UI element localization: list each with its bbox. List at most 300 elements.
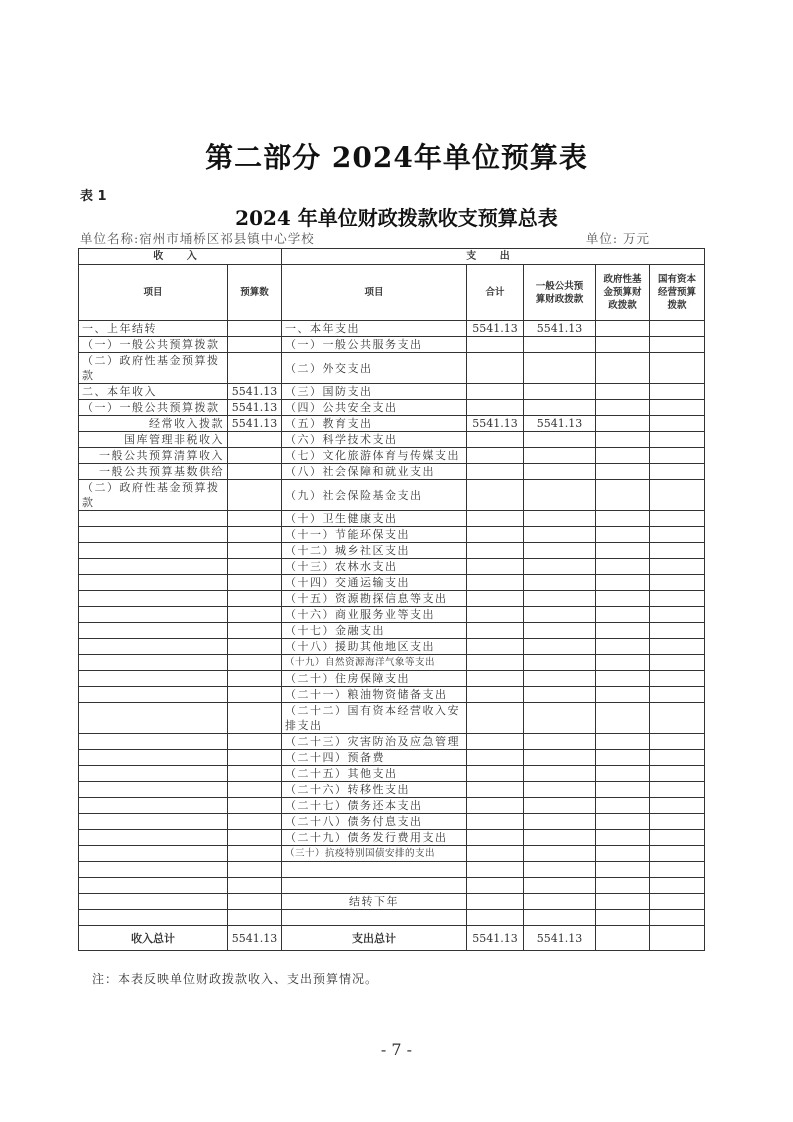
expense-item: （二十二）国有资本经营收入安排支出 (282, 703, 467, 734)
expense-state-capital-amount (650, 926, 705, 951)
income-group-header: 收 入 (79, 249, 282, 265)
income-item (79, 830, 228, 846)
expense-item: 结转下年 (282, 894, 467, 910)
income-item: 经常收入拨款 (79, 416, 228, 432)
general-budget-amount: 5541.13 (524, 321, 596, 337)
state-capital-amount (650, 830, 705, 846)
income-item (79, 687, 228, 703)
table-row (79, 894, 705, 910)
general-budget-amount (524, 782, 596, 798)
expense-item: （二十九）债务发行费用支出 (282, 830, 467, 846)
state-capital-amount (650, 703, 705, 734)
table-row (79, 910, 705, 926)
gov-fund-amount (596, 639, 650, 655)
gov-fund-amount (596, 511, 650, 527)
income-amount (228, 814, 282, 830)
state-capital-amount (650, 321, 705, 337)
gov-fund-amount (596, 591, 650, 607)
table-row (79, 782, 705, 798)
gov-fund-amount (596, 464, 650, 480)
general-budget-amount (524, 575, 596, 591)
income-amount (228, 734, 282, 750)
gov-fund-amount (596, 559, 650, 575)
table-row (79, 321, 705, 337)
income-item (79, 559, 228, 575)
general-budget-amount (524, 353, 596, 384)
unit-name: 单位名称:宿州市埇桥区祁县镇中心学校 (80, 231, 315, 246)
income-amount (228, 591, 282, 607)
expense-gov-fund-amount (596, 926, 650, 951)
general-budget-amount (524, 543, 596, 559)
table-row (79, 591, 705, 607)
expense-total (467, 830, 524, 846)
income-amount (228, 432, 282, 448)
income-amount (228, 830, 282, 846)
state-capital-amount (650, 480, 705, 511)
state-capital-amount (650, 862, 705, 878)
expense-total (467, 527, 524, 543)
income-amount (228, 687, 282, 703)
expense-item: （二十）住房保障支出 (282, 671, 467, 687)
expense-total (467, 878, 524, 894)
general-budget-amount (524, 464, 596, 480)
gov-fund-amount (596, 384, 650, 400)
page-number: - 7 - (380, 1040, 413, 1059)
income-item (79, 750, 228, 766)
gov-fund-amount (596, 575, 650, 591)
income-item (79, 910, 228, 926)
general-budget-amount (524, 432, 596, 448)
general-budget-amount (524, 400, 596, 416)
col-expense-total: 合计 (467, 265, 524, 321)
state-capital-amount (650, 384, 705, 400)
gov-fund-amount (596, 830, 650, 846)
gov-fund-amount (596, 321, 650, 337)
expense-total (467, 687, 524, 703)
expense-total (467, 384, 524, 400)
income-item: （一）一般公共预算拨款 (79, 337, 228, 353)
table-number: 表 1 (80, 189, 107, 204)
general-budget-amount (524, 766, 596, 782)
gov-fund-amount (596, 734, 650, 750)
expense-total (467, 353, 524, 384)
unit-of-measure: 单位: 万元 (585, 231, 650, 246)
income-amount (228, 766, 282, 782)
income-item (79, 766, 228, 782)
expense-item: （十二）城乡社区支出 (282, 543, 467, 559)
income-amount (228, 623, 282, 639)
table-row (79, 750, 705, 766)
table-row (79, 527, 705, 543)
state-capital-amount (650, 353, 705, 384)
gov-fund-amount (596, 846, 650, 862)
income-item (79, 591, 228, 607)
totals-row (79, 926, 705, 951)
gov-fund-amount (596, 527, 650, 543)
table-row (79, 559, 705, 575)
general-budget-amount (524, 623, 596, 639)
table-row (79, 353, 705, 384)
table-row (79, 464, 705, 480)
expense-item: （六）科学技术支出 (282, 432, 467, 448)
state-capital-amount (650, 416, 705, 432)
income-item: 国库管理非税收入 (79, 432, 228, 448)
income-amount (228, 607, 282, 623)
general-budget-amount (524, 384, 596, 400)
gov-fund-amount (596, 798, 650, 814)
state-capital-amount (650, 910, 705, 926)
table-row (79, 543, 705, 559)
income-amount (228, 480, 282, 511)
income-total-amount: 5541.13 (228, 926, 282, 951)
expense-item (282, 878, 467, 894)
income-item (79, 655, 228, 671)
general-budget-amount (524, 480, 596, 511)
state-capital-amount (650, 559, 705, 575)
income-item: 一、上年结转 (79, 321, 228, 337)
expense-item: （一）一般公共服务支出 (282, 337, 467, 353)
table-row (79, 655, 705, 671)
income-amount (228, 782, 282, 798)
expense-item: （八）社会保障和就业支出 (282, 464, 467, 480)
expense-total (467, 639, 524, 655)
expense-total (467, 448, 524, 464)
state-capital-amount (650, 623, 705, 639)
table-row (79, 511, 705, 527)
general-budget-amount (524, 639, 596, 655)
expense-total (467, 798, 524, 814)
income-amount (228, 894, 282, 910)
gov-fund-amount (596, 623, 650, 639)
expense-total-label: 支出总计 (282, 926, 467, 951)
income-amount (228, 527, 282, 543)
expense-item: 一、本年支出 (282, 321, 467, 337)
table-row (79, 798, 705, 814)
expense-item: （二十八）债务付息支出 (282, 814, 467, 830)
income-amount (228, 511, 282, 527)
gov-fund-amount (596, 894, 650, 910)
state-capital-amount (650, 432, 705, 448)
col-income-amount: 预算数 (228, 265, 282, 321)
general-budget-amount (524, 559, 596, 575)
income-amount: 5541.13 (228, 384, 282, 400)
state-capital-amount (650, 337, 705, 353)
gov-fund-amount (596, 416, 650, 432)
expense-item: （二）外交支出 (282, 353, 467, 384)
income-amount (228, 321, 282, 337)
expense-item: （十一）节能环保支出 (282, 527, 467, 543)
group-header-row (79, 249, 705, 265)
income-item: 二、本年收入 (79, 384, 228, 400)
state-capital-amount (650, 607, 705, 623)
expense-item (282, 910, 467, 926)
state-capital-amount (650, 543, 705, 559)
table-body (79, 321, 705, 926)
general-budget-amount (524, 798, 596, 814)
table-row (79, 878, 705, 894)
income-item (79, 671, 228, 687)
table-row (79, 766, 705, 782)
expense-item: （七）文化旅游体育与传媒支出 (282, 448, 467, 464)
gov-fund-amount (596, 607, 650, 623)
table-row (79, 639, 705, 655)
expense-total: 5541.13 (467, 416, 524, 432)
gov-fund-amount (596, 782, 650, 798)
gov-fund-amount (596, 910, 650, 926)
income-amount (228, 862, 282, 878)
gov-fund-amount (596, 543, 650, 559)
general-budget-amount (524, 830, 596, 846)
income-amount (228, 464, 282, 480)
expense-total (467, 766, 524, 782)
table-row (79, 814, 705, 830)
expense-total (467, 607, 524, 623)
income-item: （二）政府性基金预算拨款 (79, 353, 228, 384)
table-row (79, 384, 705, 400)
col-state-capital: 国有资本经营预算拨款 (650, 265, 705, 321)
table-row (79, 862, 705, 878)
income-item (79, 862, 228, 878)
expense-item: （十）卫生健康支出 (282, 511, 467, 527)
income-amount (228, 575, 282, 591)
general-budget-amount: 5541.13 (524, 416, 596, 432)
gov-fund-amount (596, 687, 650, 703)
income-item (79, 734, 228, 750)
expense-total (467, 559, 524, 575)
expense-total (467, 623, 524, 639)
table-row (79, 703, 705, 734)
expense-item: （十三）农林水支出 (282, 559, 467, 575)
general-budget-amount (524, 607, 596, 623)
income-amount (228, 910, 282, 926)
income-item (79, 703, 228, 734)
state-capital-amount (650, 511, 705, 527)
income-amount (228, 798, 282, 814)
general-budget-amount (524, 878, 596, 894)
expense-item: （二十四）预备费 (282, 750, 467, 766)
expense-total (467, 655, 524, 671)
gov-fund-amount (596, 814, 650, 830)
state-capital-amount (650, 846, 705, 862)
income-item (79, 607, 228, 623)
income-item: （二）政府性基金预算拨款 (79, 480, 228, 511)
income-item (79, 814, 228, 830)
expense-item: （二十六）转移性支出 (282, 782, 467, 798)
income-item (79, 846, 228, 862)
state-capital-amount (650, 591, 705, 607)
income-item (79, 623, 228, 639)
income-item (79, 527, 228, 543)
expense-total (467, 464, 524, 480)
expense-total (467, 782, 524, 798)
state-capital-amount (650, 750, 705, 766)
col-general-budget: 一般公共预算财政拨款 (524, 265, 596, 321)
income-amount (228, 655, 282, 671)
expense-total: 5541.13 (467, 321, 524, 337)
general-budget-amount (524, 862, 596, 878)
income-amount (228, 750, 282, 766)
table-row (79, 432, 705, 448)
state-capital-amount (650, 671, 705, 687)
table-row (79, 448, 705, 464)
gov-fund-amount (596, 862, 650, 878)
income-item (79, 543, 228, 559)
unit-line (80, 229, 650, 247)
table-row (79, 623, 705, 639)
gov-fund-amount (596, 878, 650, 894)
col-income-item: 项目 (79, 265, 228, 321)
income-total-label: 收入总计 (79, 926, 228, 951)
gov-fund-amount (596, 480, 650, 511)
general-budget-amount (524, 448, 596, 464)
income-amount (228, 337, 282, 353)
expense-item: （三）国防支出 (282, 384, 467, 400)
income-item (79, 894, 228, 910)
expense-item: （十五）资源勘探信息等支出 (282, 591, 467, 607)
income-item: 一般公共预算基数供给 (79, 464, 228, 480)
state-capital-amount (650, 782, 705, 798)
table-row (79, 575, 705, 591)
expense-total (467, 734, 524, 750)
col-gov-fund: 政府性基金预算财政拨款 (596, 265, 650, 321)
expense-item: （十四）交通运输支出 (282, 575, 467, 591)
income-amount (228, 846, 282, 862)
income-amount (228, 543, 282, 559)
table-row (79, 687, 705, 703)
general-budget-amount (524, 846, 596, 862)
general-budget-amount (524, 527, 596, 543)
expense-total (467, 846, 524, 862)
gov-fund-amount (596, 750, 650, 766)
gov-fund-amount (596, 337, 650, 353)
expense-total (467, 432, 524, 448)
expense-item: （二十三）灾害防治及应急管理 (282, 734, 467, 750)
income-amount (228, 878, 282, 894)
table-row (79, 416, 705, 432)
gov-fund-amount (596, 766, 650, 782)
state-capital-amount (650, 448, 705, 464)
general-budget-amount (524, 894, 596, 910)
income-item (79, 798, 228, 814)
expense-total (467, 814, 524, 830)
gov-fund-amount (596, 448, 650, 464)
table-note: 注：本表反映单位财政拨款收入、支出预算情况。 (92, 972, 379, 986)
expense-total (467, 910, 524, 926)
expense-item: （四）公共安全支出 (282, 400, 467, 416)
income-item: 一般公共预算清算收入 (79, 448, 228, 464)
general-budget-amount (524, 591, 596, 607)
table-row (79, 671, 705, 687)
table-title: 2024 年单位财政拨款收支预算总表 (235, 206, 558, 230)
expense-item: （十七）金融支出 (282, 623, 467, 639)
general-budget-amount (524, 687, 596, 703)
state-capital-amount (650, 734, 705, 750)
expense-item (282, 862, 467, 878)
state-capital-amount (650, 687, 705, 703)
general-budget-amount (524, 703, 596, 734)
income-amount (228, 639, 282, 655)
table-row (79, 400, 705, 416)
expense-item: （十八）援助其他地区支出 (282, 639, 467, 655)
income-amount (228, 353, 282, 384)
gov-fund-amount (596, 432, 650, 448)
expense-item: （二十一）粮油物资储备支出 (282, 687, 467, 703)
state-capital-amount (650, 655, 705, 671)
income-item (79, 878, 228, 894)
expense-total (467, 543, 524, 559)
table-row (79, 734, 705, 750)
table-row (79, 846, 705, 862)
expense-total (467, 671, 524, 687)
state-capital-amount (650, 878, 705, 894)
gov-fund-amount (596, 400, 650, 416)
gov-fund-amount (596, 353, 650, 384)
state-capital-amount (650, 766, 705, 782)
general-budget-amount (524, 337, 596, 353)
column-header-row (79, 265, 705, 321)
expense-total (467, 337, 524, 353)
income-amount: 5541.13 (228, 400, 282, 416)
income-item (79, 782, 228, 798)
expense-total (467, 750, 524, 766)
expense-item: （五）教育支出 (282, 416, 467, 432)
expense-total-amount: 5541.13 (467, 926, 524, 951)
income-item (79, 639, 228, 655)
income-amount (228, 703, 282, 734)
gov-fund-amount (596, 655, 650, 671)
expense-total (467, 591, 524, 607)
state-capital-amount (650, 814, 705, 830)
expense-item: （三十）抗疫特别国债安排的支出 (282, 846, 467, 862)
expense-total (467, 703, 524, 734)
expense-item: （九）社会保险基金支出 (282, 480, 467, 511)
income-amount (228, 448, 282, 464)
state-capital-amount (650, 798, 705, 814)
general-budget-amount (524, 655, 596, 671)
table-row (79, 607, 705, 623)
general-budget-amount (524, 511, 596, 527)
general-budget-amount (524, 910, 596, 926)
income-item (79, 511, 228, 527)
state-capital-amount (650, 464, 705, 480)
expense-item: （十六）商业服务业等支出 (282, 607, 467, 623)
budget-table (78, 248, 705, 951)
expense-general-amount: 5541.13 (524, 926, 596, 951)
gov-fund-amount (596, 671, 650, 687)
income-amount (228, 671, 282, 687)
expense-total (467, 575, 524, 591)
expense-item: （十九）自然资源海洋气象等支出 (282, 655, 467, 671)
expense-item: （二十七）债务还本支出 (282, 798, 467, 814)
expense-total (467, 894, 524, 910)
state-capital-amount (650, 400, 705, 416)
state-capital-amount (650, 575, 705, 591)
expense-item: （二十五）其他支出 (282, 766, 467, 782)
income-item: （一）一般公共预算拨款 (79, 400, 228, 416)
expense-group-header: 支 出 (282, 249, 705, 265)
table-row (79, 480, 705, 511)
col-expense-item: 项目 (282, 265, 467, 321)
table-row (79, 830, 705, 846)
state-capital-amount (650, 639, 705, 655)
general-budget-amount (524, 750, 596, 766)
expense-total (467, 862, 524, 878)
general-budget-amount (524, 814, 596, 830)
gov-fund-amount (596, 703, 650, 734)
income-amount: 5541.13 (228, 416, 282, 432)
income-item (79, 575, 228, 591)
part-title: 第二部分 2024年单位预算表 (205, 141, 588, 174)
